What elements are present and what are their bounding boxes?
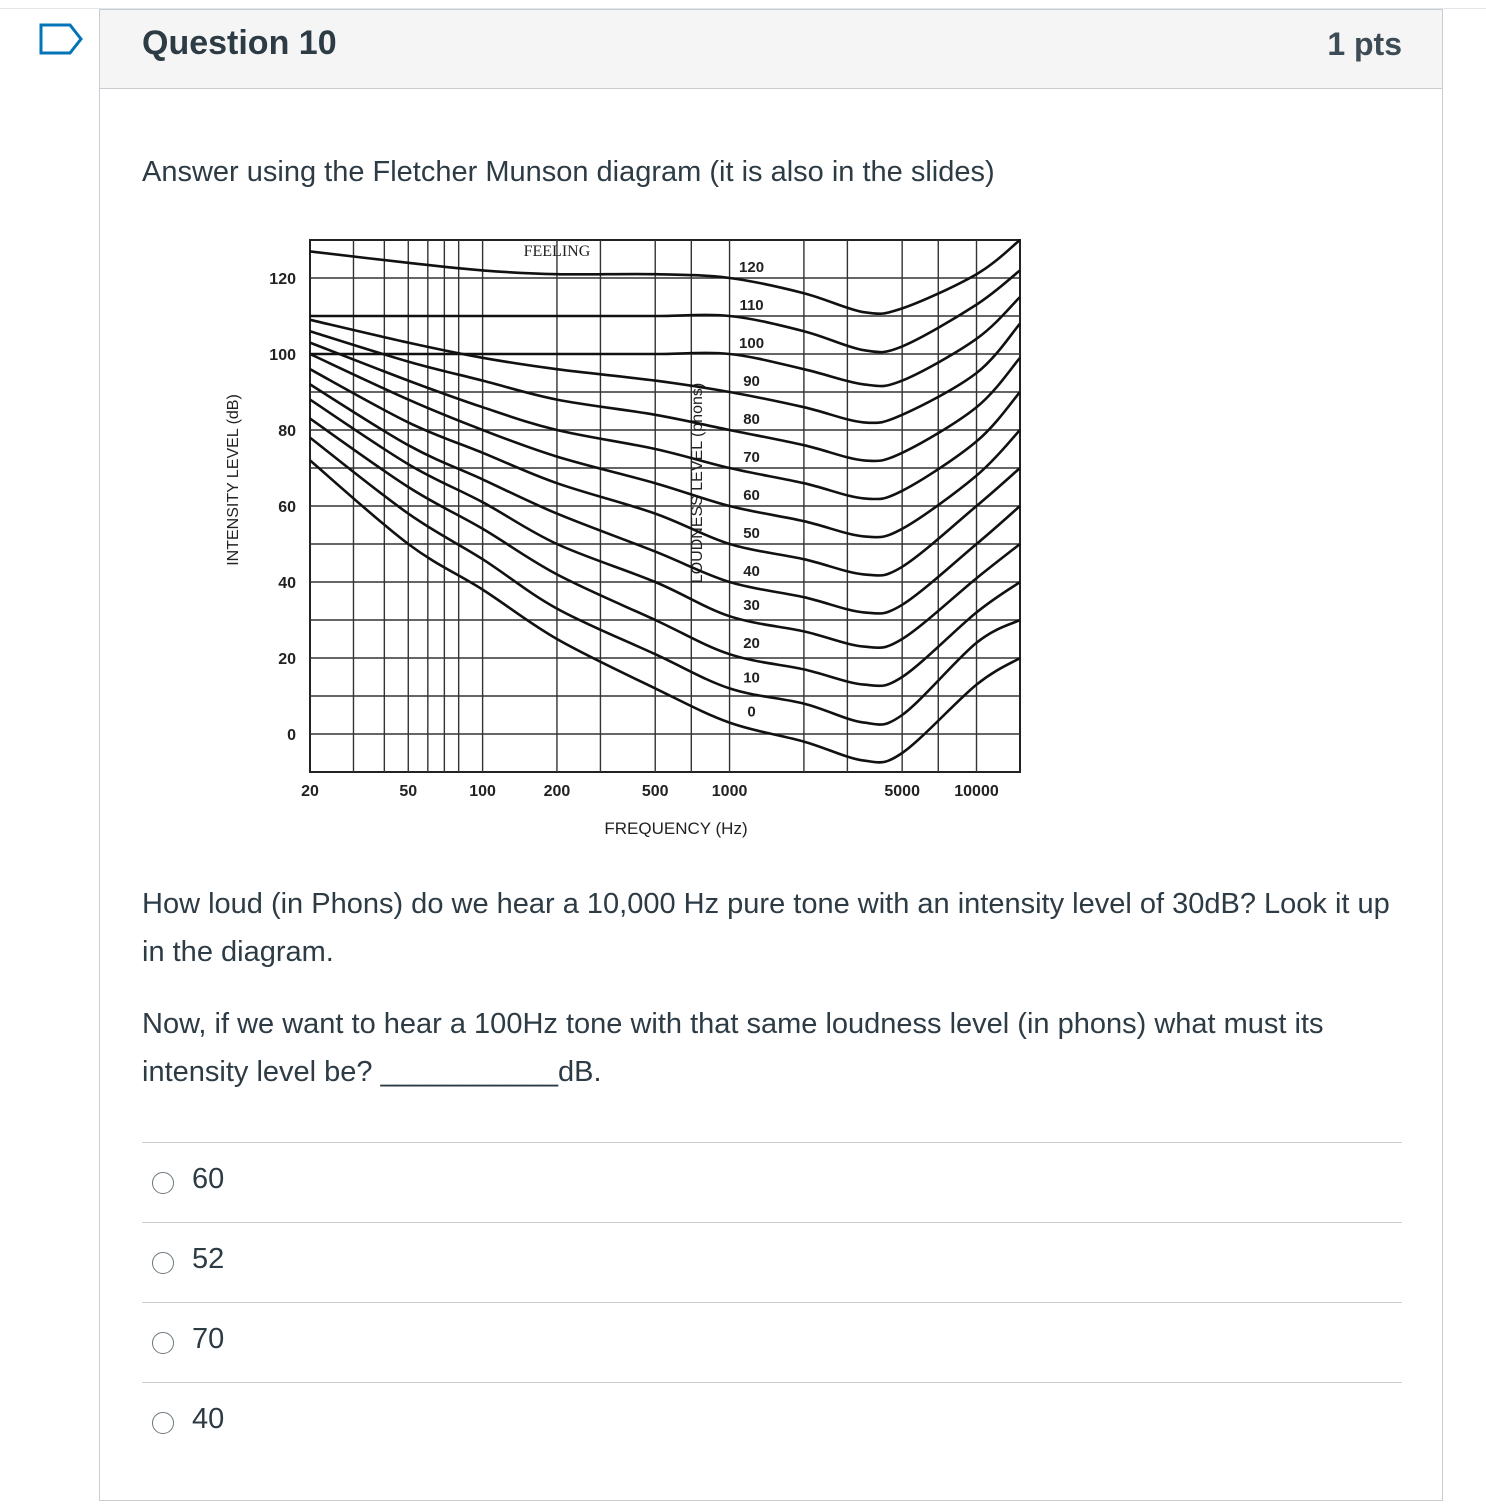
curve-label: 20 (743, 635, 760, 653)
flag-outline-icon[interactable] (38, 22, 84, 56)
radio-unchecked-icon[interactable] (152, 1172, 174, 1194)
curve-label: 90 (743, 373, 760, 390)
question-header (100, 10, 1442, 89)
curve-label: 10 (743, 669, 760, 687)
curve-label: 110 (739, 297, 764, 314)
x-tick-label: 100 (469, 783, 496, 800)
x-tick-label: 50 (399, 783, 418, 800)
curve-label: 0 (747, 703, 756, 721)
chart-title: FEELING (523, 243, 591, 260)
curve-label: 50 (743, 525, 760, 542)
answer-list (142, 1142, 1402, 1462)
answer-option[interactable] (142, 1222, 1402, 1302)
curve-label: 40 (743, 563, 760, 580)
radio-unchecked-icon[interactable] (152, 1332, 174, 1354)
curve-label: 70 (743, 449, 760, 466)
question-paragraph-2: Now, if we want to hear a 100Hz tone with that same loudness level (in phons) what must its intensity level be? ___________dB. (142, 1008, 1324, 1088)
y-tick-label: 80 (278, 423, 296, 440)
answer-label: 70 (192, 1323, 225, 1355)
question-intro: Answer using the Fletcher Munson diagram (it is also in the slides) (142, 156, 995, 188)
fletcher-munson-chart (110, 225, 1030, 845)
y-tick-label: 60 (278, 499, 296, 516)
answer-label: 40 (192, 1403, 225, 1435)
question-title: Question 10 (142, 24, 337, 62)
y-tick-label: 120 (269, 271, 296, 288)
x-axis-label: FREQUENCY (Hz) (604, 819, 748, 838)
radio-unchecked-icon[interactable] (152, 1252, 174, 1274)
radio-unchecked-icon[interactable] (152, 1412, 174, 1434)
curve-label: 100 (739, 335, 765, 352)
y-tick-label: 0 (287, 727, 296, 744)
x-tick-label: 1000 (711, 783, 748, 800)
curve-label-title: LOUDNESS LEVEL (phons) (689, 382, 706, 584)
answer-label: 60 (192, 1163, 225, 1195)
curve-label: 60 (743, 487, 760, 504)
answer-option[interactable] (142, 1382, 1402, 1462)
answer-label: 52 (192, 1243, 225, 1275)
x-tick-label: 10000 (954, 783, 999, 800)
x-tick-label: 200 (543, 783, 571, 800)
x-tick-label: 500 (641, 783, 669, 800)
answer-option[interactable] (142, 1142, 1402, 1222)
question-points: 1 pts (1327, 26, 1402, 62)
x-tick-label: 20 (301, 783, 319, 800)
y-tick-label: 40 (278, 575, 296, 592)
curve-label: 120 (739, 259, 765, 276)
question-paragraph-1: How loud (in Phons) do we hear a 10,000 Hz pure tone with an intensity level of 30dB? Look it up in the diagram. (142, 888, 1390, 968)
y-tick-label: 100 (269, 347, 296, 364)
x-tick-label: 5000 (884, 783, 920, 800)
y-tick-label: 20 (278, 651, 296, 668)
curve-label: 30 (743, 597, 760, 615)
y-axis-label: INTENSITY LEVEL (dB) (225, 394, 242, 566)
curve-label: 80 (743, 411, 760, 428)
answer-option[interactable] (142, 1302, 1402, 1382)
